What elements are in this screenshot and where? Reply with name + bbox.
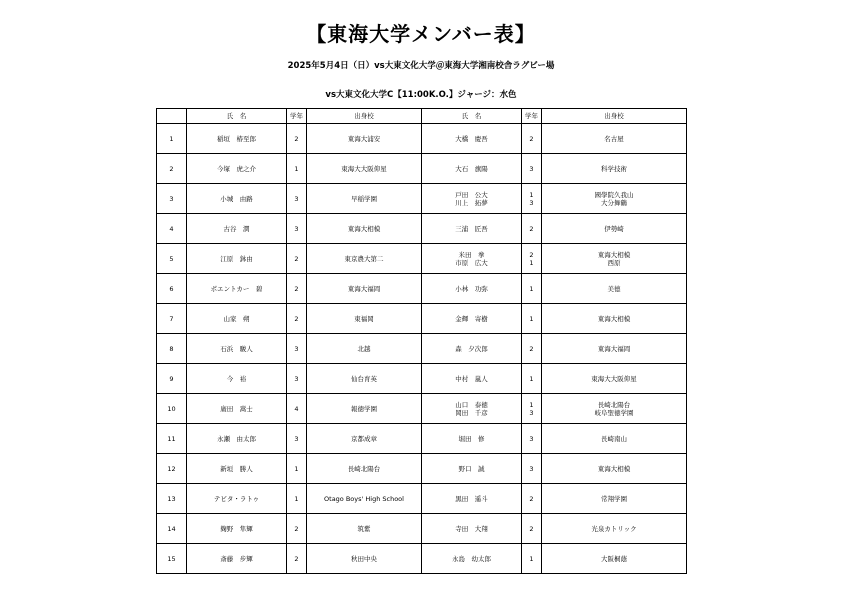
- cell-player-name: [187, 544, 287, 574]
- cell-school: [307, 184, 422, 214]
- cell-year: [287, 184, 307, 214]
- cell-replacement-name-line: 三浦 匠吾: [455, 224, 488, 233]
- table-row: [157, 244, 687, 274]
- cell-year-line: 3: [294, 344, 299, 353]
- cell-year: [287, 484, 307, 514]
- cell-replacement-year: [522, 364, 542, 394]
- cell-player-name: [187, 424, 287, 454]
- cell-replacement-school-line: 東海大相模: [597, 250, 631, 259]
- cell-year-line: 2: [294, 134, 299, 143]
- cell-player-name-line: 今塚 虎之介: [217, 164, 256, 173]
- cell-replacement-name-line: 永島 幼太郎: [452, 554, 491, 563]
- cell-replacement-school-line: 名古屋: [604, 134, 624, 143]
- table-row: [157, 154, 687, 184]
- cell-year-line: 3: [294, 194, 299, 203]
- cell-replacement-school-line: 科学技術: [601, 164, 627, 173]
- cell-replacement-year: [522, 484, 542, 514]
- cell-player-name: [187, 454, 287, 484]
- cell-school: [307, 124, 422, 154]
- cell-number: 11: [157, 424, 187, 454]
- cell-replacement-year-line: 2: [529, 524, 534, 533]
- cell-player-name-line: 江原 鉢由: [220, 254, 253, 263]
- cell-replacement-year-line: 1: [529, 374, 534, 383]
- cell-player-name: [187, 154, 287, 184]
- cell-year: [287, 544, 307, 574]
- cell-replacement-school-line: 大分舞鶴: [601, 198, 627, 207]
- table-row: [157, 124, 687, 154]
- cell-replacement-school: [542, 154, 687, 184]
- cell-player-name-line: 麹野 隼輝: [220, 524, 253, 533]
- cell-school-line: 報徳学園: [351, 404, 377, 413]
- cell-replacement-name-line: 大石 旗陽: [455, 164, 488, 173]
- cell-replacement-year-line: 3: [529, 408, 534, 417]
- cell-player-name-line: テビタ・ラトゥ: [213, 494, 260, 503]
- cell-number: 10: [157, 394, 187, 424]
- cell-replacement-school-line: 大阪桐蔭: [601, 554, 627, 563]
- header-replacement-school: 出身校: [542, 109, 687, 124]
- cell-number: 15: [157, 544, 187, 574]
- cell-number: 7: [157, 304, 187, 334]
- cell-player-name: [187, 184, 287, 214]
- cell-school: [307, 304, 422, 334]
- table-row: [157, 424, 687, 454]
- cell-player-name-line: 新垣 勝人: [220, 464, 253, 473]
- cell-number: 14: [157, 514, 187, 544]
- cell-replacement-name-line: 森 夕次郎: [455, 344, 488, 353]
- cell-replacement-name: [422, 244, 522, 274]
- cell-replacement-year-line: 3: [529, 464, 534, 473]
- cell-year-line: 3: [294, 374, 299, 383]
- table-row: [157, 184, 687, 214]
- cell-school-line: 秋田中央: [351, 554, 377, 563]
- cell-school: [307, 334, 422, 364]
- cell-replacement-year: [522, 514, 542, 544]
- cell-school: [307, 214, 422, 244]
- cell-replacement-year-line: 1: [529, 258, 534, 267]
- cell-year: [287, 514, 307, 544]
- cell-year-line: 3: [294, 224, 299, 233]
- cell-replacement-name-line: 堀田 修: [458, 434, 485, 443]
- cell-replacement-year: [522, 214, 542, 244]
- cell-replacement-name-line: 小林 功弥: [455, 284, 488, 293]
- cell-replacement-name: [422, 274, 522, 304]
- header-replacement-year: 学年: [522, 109, 542, 124]
- cell-player-name-line: 今 裕: [226, 374, 247, 383]
- cell-replacement-name: [422, 454, 522, 484]
- cell-replacement-name: [422, 364, 522, 394]
- cell-replacement-school-line: 長崎北陽台: [597, 400, 631, 409]
- table-row: [157, 454, 687, 484]
- cell-year-line: 2: [294, 314, 299, 323]
- cell-replacement-year-line: 1: [529, 400, 534, 409]
- cell-school-line: 東海大福岡: [347, 284, 381, 293]
- cell-replacement-school-line: 東海大相模: [597, 464, 631, 473]
- cell-replacement-name: [422, 214, 522, 244]
- cell-school-line: 東海大大阪仰星: [341, 164, 387, 173]
- cell-replacement-year-line: 2: [529, 134, 534, 143]
- cell-player-name-line: 山家 朔: [223, 314, 250, 323]
- cell-replacement-name-line: 市原 広大: [455, 258, 488, 267]
- cell-player-name: [187, 274, 287, 304]
- cell-player-name-line: ボエントカー 碧: [210, 284, 263, 293]
- cell-school-line: 長崎北陽台: [347, 464, 381, 473]
- cell-replacement-name-line: 金輝 寄樹: [455, 314, 488, 323]
- cell-year-line: 2: [294, 524, 299, 533]
- cell-school-line: 東福岡: [354, 314, 374, 323]
- cell-replacement-year-line: 1: [529, 190, 534, 199]
- cell-number: 1: [157, 124, 187, 154]
- cell-school-line: 早稲学園: [351, 194, 377, 203]
- cell-replacement-school-line: 美德: [607, 284, 621, 293]
- cell-player-name-line: 古谷 潤: [223, 224, 250, 233]
- cell-school-line: 東京農大第二: [344, 254, 384, 263]
- cell-replacement-year-line: 2: [529, 224, 534, 233]
- cell-replacement-school: [542, 454, 687, 484]
- cell-number: 4: [157, 214, 187, 244]
- cell-replacement-name: [422, 124, 522, 154]
- cell-replacement-school-line: 長崎南山: [601, 434, 627, 443]
- cell-replacement-school: [542, 484, 687, 514]
- cell-replacement-school: [542, 514, 687, 544]
- cell-replacement-school-line: 光泉カトリック: [591, 524, 637, 533]
- cell-player-name-line: 永瀬 由太郎: [217, 434, 256, 443]
- cell-replacement-school-line: 西原: [607, 258, 621, 267]
- cell-year: [287, 424, 307, 454]
- cell-replacement-year: [522, 424, 542, 454]
- cell-replacement-name-line: 寺田 大翔: [455, 524, 488, 533]
- cell-replacement-year-line: 3: [529, 164, 534, 173]
- cell-replacement-school-line: 常翔学園: [601, 494, 627, 503]
- cell-replacement-school: [542, 274, 687, 304]
- cell-year-line: 3: [294, 434, 299, 443]
- cell-replacement-year: [522, 244, 542, 274]
- cell-replacement-name: [422, 184, 522, 214]
- cell-replacement-year-line: 2: [529, 494, 534, 503]
- cell-replacement-school: [542, 364, 687, 394]
- cell-year: [287, 364, 307, 394]
- cell-year-line: 2: [294, 254, 299, 263]
- cell-replacement-name-line: 黒田 遥斗: [455, 494, 488, 503]
- cell-replacement-name: [422, 304, 522, 334]
- cell-player-name-line: 斎藤 步輝: [220, 554, 253, 563]
- member-table: [156, 108, 687, 574]
- cell-replacement-school: [542, 124, 687, 154]
- cell-player-name: [187, 124, 287, 154]
- table-row: [157, 304, 687, 334]
- cell-year: [287, 214, 307, 244]
- cell-player-name: [187, 244, 287, 274]
- cell-replacement-name-line: 野口 誠: [458, 464, 485, 473]
- cell-player-name-line: 稲垣 椿至郎: [217, 134, 256, 143]
- cell-player-name-line: 石浜 駿人: [220, 344, 253, 353]
- cell-number: 12: [157, 454, 187, 484]
- cell-year-line: 2: [294, 284, 299, 293]
- cell-number: 8: [157, 334, 187, 364]
- cell-year: [287, 274, 307, 304]
- cell-number: 2: [157, 154, 187, 184]
- cell-school: [307, 244, 422, 274]
- cell-year-line: 1: [294, 164, 299, 173]
- cell-player-name-line: 廣田 嵩士: [220, 404, 253, 413]
- cell-school: [307, 454, 422, 484]
- cell-school: [307, 394, 422, 424]
- cell-school-line: 東海大浦安: [347, 134, 381, 143]
- cell-replacement-year: [522, 394, 542, 424]
- cell-replacement-school: [542, 334, 687, 364]
- cell-year: [287, 334, 307, 364]
- cell-replacement-year: [522, 154, 542, 184]
- table-row: [157, 394, 687, 424]
- cell-school-line: 仙台育英: [351, 374, 377, 383]
- cell-replacement-school-line: 岐阜聖徳学園: [594, 408, 634, 417]
- cell-replacement-name-line: 川上 拓夢: [455, 198, 488, 207]
- cell-player-name: [187, 364, 287, 394]
- document-title: 【東海大学メンバー表】: [306, 22, 536, 46]
- cell-replacement-name-line: 岡田 千彦: [455, 408, 488, 417]
- cell-replacement-year: [522, 334, 542, 364]
- cell-replacement-name: [422, 484, 522, 514]
- table-row: [157, 514, 687, 544]
- cell-year: [287, 124, 307, 154]
- cell-replacement-name: [422, 154, 522, 184]
- cell-school-line: 筑紫: [357, 524, 371, 533]
- cell-player-name: [187, 214, 287, 244]
- match-info: 2025年5月4日（日）vs大東文化大学＠東海大学湘南校舎ラグビー場: [287, 61, 555, 71]
- cell-replacement-name-line: 山口 泰徳: [455, 400, 488, 409]
- cell-school-line: 東海大相模: [347, 224, 381, 233]
- team-info: vs大東文化大学C【11:00K.O.】ジャージ：水色: [325, 90, 517, 100]
- cell-replacement-school: [542, 394, 687, 424]
- cell-replacement-year: [522, 454, 542, 484]
- cell-replacement-school: [542, 244, 687, 274]
- header-school: 出身校: [307, 109, 422, 124]
- cell-school: [307, 154, 422, 184]
- header-number: [157, 109, 187, 124]
- cell-year: [287, 454, 307, 484]
- cell-replacement-name: [422, 544, 522, 574]
- table-row: [157, 364, 687, 394]
- cell-replacement-year: [522, 184, 542, 214]
- cell-school: [307, 544, 422, 574]
- cell-player-name-line: 小城 由路: [220, 194, 253, 203]
- cell-school: [307, 514, 422, 544]
- cell-school: [307, 274, 422, 304]
- cell-number: 13: [157, 484, 187, 514]
- cell-replacement-name-line: 米田 拳: [458, 250, 485, 259]
- cell-year-line: 4: [294, 404, 299, 413]
- cell-school: [307, 424, 422, 454]
- cell-player-name: [187, 334, 287, 364]
- cell-replacement-name: [422, 394, 522, 424]
- table-row: [157, 214, 687, 244]
- cell-school: [307, 364, 422, 394]
- cell-player-name: [187, 394, 287, 424]
- cell-replacement-name: [422, 424, 522, 454]
- cell-replacement-name-line: 中村 嵐人: [455, 374, 488, 383]
- cell-number: 5: [157, 244, 187, 274]
- cell-replacement-year: [522, 544, 542, 574]
- cell-replacement-school-line: 東海大福岡: [597, 344, 631, 353]
- cell-replacement-name-line: 大橋 慶吾: [455, 134, 488, 143]
- cell-player-name: [187, 514, 287, 544]
- cell-year-line: 2: [294, 554, 299, 563]
- cell-number: 9: [157, 364, 187, 394]
- cell-replacement-school-line: 伊勢崎: [604, 224, 624, 233]
- cell-replacement-school: [542, 184, 687, 214]
- cell-replacement-year: [522, 304, 542, 334]
- cell-number: 3: [157, 184, 187, 214]
- cell-replacement-school: [542, 544, 687, 574]
- header-name: 氏 名: [187, 109, 287, 124]
- cell-school: [307, 484, 422, 514]
- cell-replacement-school-line: 國學院久我山: [594, 190, 634, 199]
- table-header-row: [157, 109, 687, 124]
- header-year: 学年: [287, 109, 307, 124]
- cell-player-name: [187, 484, 287, 514]
- cell-replacement-school: [542, 214, 687, 244]
- cell-school-line: Otago Boys' High School: [324, 494, 404, 503]
- table-row: [157, 334, 687, 364]
- cell-replacement-name-line: 戸田 公大: [455, 190, 488, 199]
- cell-year: [287, 394, 307, 424]
- cell-year: [287, 304, 307, 334]
- cell-replacement-name: [422, 334, 522, 364]
- table-row: [157, 484, 687, 514]
- cell-player-name: [187, 304, 287, 334]
- cell-replacement-year-line: 1: [529, 314, 534, 323]
- cell-replacement-year: [522, 124, 542, 154]
- header-replacement-name: 氏 名: [422, 109, 522, 124]
- table-body: [157, 124, 687, 574]
- cell-replacement-school: [542, 304, 687, 334]
- cell-replacement-year-line: 1: [529, 284, 534, 293]
- cell-replacement-year: [522, 274, 542, 304]
- cell-year-line: 1: [294, 494, 299, 503]
- cell-year-line: 1: [294, 464, 299, 473]
- cell-year: [287, 154, 307, 184]
- table-row: [157, 274, 687, 304]
- cell-number: 6: [157, 274, 187, 304]
- cell-replacement-year-line: 1: [529, 554, 534, 563]
- cell-replacement-school-line: 東海大大阪仰星: [591, 374, 637, 383]
- table-row: [157, 544, 687, 574]
- cell-replacement-year-line: 2: [529, 250, 534, 259]
- cell-replacement-school: [542, 424, 687, 454]
- cell-replacement-name: [422, 514, 522, 544]
- cell-school-line: 京都成章: [351, 434, 377, 443]
- cell-replacement-year-line: 3: [529, 434, 534, 443]
- cell-year: [287, 244, 307, 274]
- cell-replacement-school-line: 東海大相模: [597, 314, 631, 323]
- cell-replacement-year-line: 3: [529, 198, 534, 207]
- cell-school-line: 北越: [357, 344, 371, 353]
- cell-replacement-year-line: 2: [529, 344, 534, 353]
